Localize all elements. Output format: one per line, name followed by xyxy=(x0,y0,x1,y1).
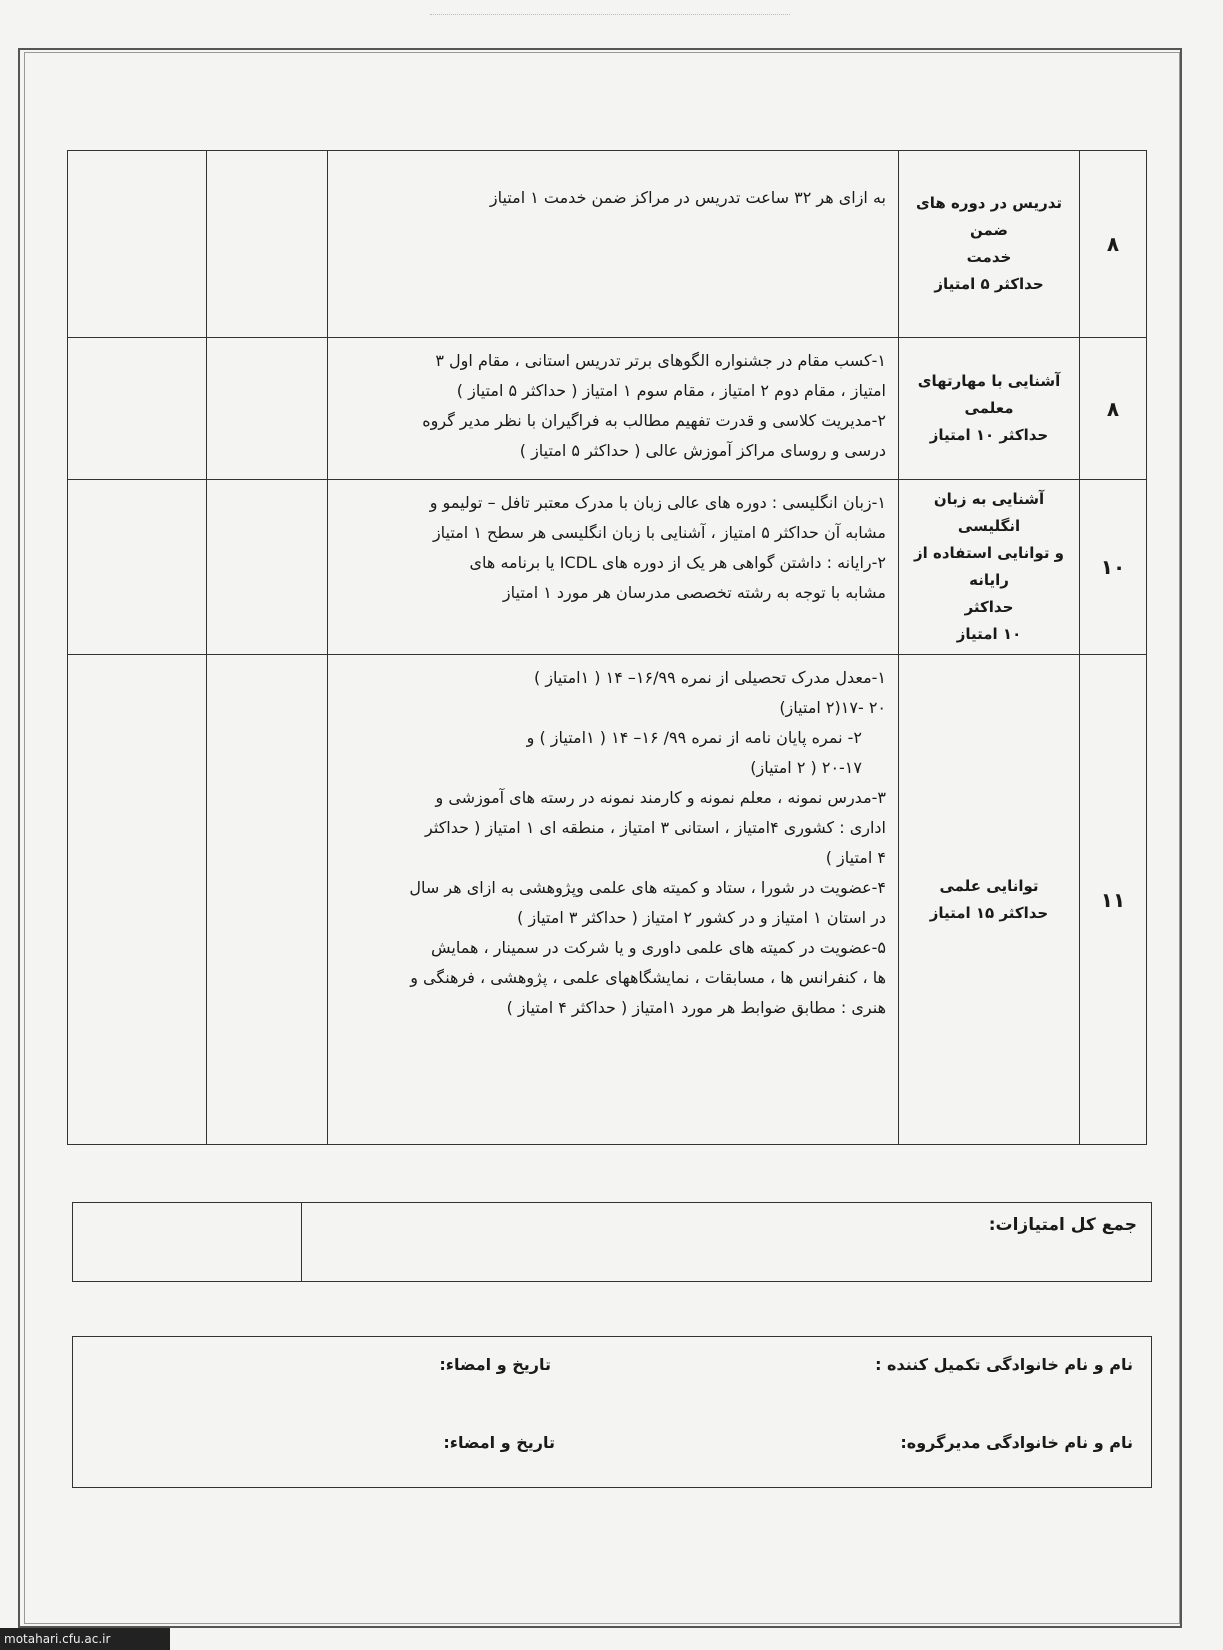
title-line: و توانایی استفاده از رایانه xyxy=(913,544,1064,589)
title-line: تدریس در دوره های ضمن xyxy=(915,194,1063,239)
desc-line: درسی و روسای مراکز آموزش عالی ( حداکثر ۵ امتیاز ) xyxy=(519,441,886,460)
row-number: ۸ xyxy=(1080,151,1147,338)
title-line: آشنایی به زبان انگلیسی xyxy=(933,490,1045,535)
table-row xyxy=(68,655,1147,1145)
score-cell[interactable] xyxy=(207,480,328,655)
criterion-title xyxy=(899,480,1080,655)
desc-line: مشابه با توجه به رشته تخصصی مدرسان هر مورد ۱ امتیاز xyxy=(502,583,886,602)
criterion-description xyxy=(328,338,899,480)
desc-line: اداری : کشوری ۴امتیاز ، استانی ۳ امتیاز ، منطقه ای ۱ امتیاز ( حداکثر xyxy=(425,818,886,837)
score-cell[interactable] xyxy=(207,151,328,338)
total-score-box xyxy=(72,1202,1152,1282)
criterion-description xyxy=(328,480,899,655)
title-line: توانایی علمی xyxy=(939,876,1039,895)
criterion-description xyxy=(328,151,899,338)
score-cell[interactable] xyxy=(68,338,207,480)
criterion-title xyxy=(899,151,1080,338)
title-line: حداکثر ۱۰ امتیاز xyxy=(929,426,1049,444)
row-number: ۸ xyxy=(1080,338,1147,480)
row-number: ۱۰ xyxy=(1080,480,1147,655)
score-cell[interactable] xyxy=(207,655,328,1145)
table-row xyxy=(68,151,1147,338)
title-line: خدمت xyxy=(966,248,1012,266)
title-line: ۱۰ امتیاز xyxy=(956,625,1022,643)
score-cell[interactable] xyxy=(207,338,328,480)
head-name-label: نام و نام خانوادگی مدیرگروه: xyxy=(900,1433,1133,1452)
desc-line: در استان ۱ امتیاز و در کشور ۲ امتیاز ( حداکثر ۳ امتیاز ) xyxy=(517,908,886,927)
title-line: حداکثر ۵ امتیاز xyxy=(934,275,1044,293)
filler-date-signature-label: تاریخ و امضاء: xyxy=(439,1355,551,1374)
score-cell[interactable] xyxy=(68,151,207,338)
desc-line: ۱-زبان انگلیسی : دوره های عالی زبان با مدرک معتبر تافل – تولیمو و xyxy=(429,493,886,512)
criterion-title xyxy=(899,655,1080,1145)
desc-line: ۲-رایانه : داشتن گواهی هر یک از دوره های ICDL یا برنامه های xyxy=(469,553,886,572)
title-line: آشنایی با مهارتهای معلمی xyxy=(917,372,1061,417)
desc-line: ها ، کنفرانس ها ، مسابقات ، نمایشگاههای علمی ، پژوهشی ، فرهنگی و xyxy=(410,968,886,987)
desc-line: ۲-مدیریت کلاسی و قدرت تفهیم مطالب به فراگیران با نظر مدیر گروه xyxy=(422,411,886,430)
desc-line: ۱-معدل مدرک تحصیلی از نمره ۱۶/۹۹– ۱۴ ( ۱امتیاز ) xyxy=(534,668,886,687)
criterion-description xyxy=(328,655,899,1145)
desc-line: امتیاز ، مقام دوم ۲ امتیاز ، مقام سوم ۱ امتیاز ( حداکثر ۵ امتیاز ) xyxy=(456,381,886,400)
desc-line: ۲- نمره پایان نامه از نمره ۹۹/ ۱۶– ۱۴ ( ۱امتیاز ) و xyxy=(526,728,862,747)
desc-line: ۳-مدرس نمونه ، معلم نمونه و کارمند نمونه در رسته های آموزشی و xyxy=(435,788,886,807)
title-line: حداکثر ۱۵ امتیاز xyxy=(929,903,1049,922)
head-date-signature-label: تاریخ و امضاء: xyxy=(443,1433,555,1452)
criterion-title xyxy=(899,338,1080,480)
total-score-label: جمع کل امتیازات: xyxy=(988,1215,1137,1235)
desc-line: ۲۰ -۱۷(۲ امتیاز) xyxy=(779,698,886,717)
score-cell[interactable] xyxy=(68,655,207,1145)
title-line: حداکثر xyxy=(964,598,1014,616)
table-row xyxy=(68,480,1147,655)
desc-line: ۴ امتیاز ) xyxy=(825,848,886,867)
desc-line: به ازای هر ۳۲ ساعت تدریس در مراکز ضمن خدمت ۱ امتیاز xyxy=(489,188,886,207)
watermark: motahari.cfu.ac.ir xyxy=(0,1628,170,1650)
cell-divider xyxy=(301,1203,302,1281)
desc-line: ۴-عضویت در شورا ، ستاد و کمیته های علمی وپژوهشی به ازای هر سال xyxy=(409,878,886,897)
filler-name-label: نام و نام خانوادگی تکمیل کننده : xyxy=(875,1355,1133,1374)
table-row xyxy=(68,338,1147,480)
desc-line: ۵-عضویت در کمیته های علمی داوری و یا شرکت در سمینار ، همایش xyxy=(431,938,886,957)
row-number: ۱۱ xyxy=(1080,655,1147,1145)
desc-line: مشابه آن حداکثر ۵ امتیاز ، آشنایی با زبان انگلیسی هر سطح ۱ امتیاز xyxy=(432,523,886,542)
signature-box xyxy=(72,1336,1152,1488)
desc-line: هنری : مطابق ضوابط هر مورد ۱امتیاز ( حداکثر ۴ امتیاز ) xyxy=(506,998,886,1017)
desc-line: ۱-کسب مقام در جشنواره الگوهای برتر تدریس استانی ، مقام اول ۳ xyxy=(435,351,886,370)
score-cell[interactable] xyxy=(68,480,207,655)
score-table xyxy=(67,150,1147,1145)
desc-line: ۲۰-۱۷ ( ۲ امتیاز) xyxy=(750,758,862,777)
scan-artifact xyxy=(430,0,790,15)
